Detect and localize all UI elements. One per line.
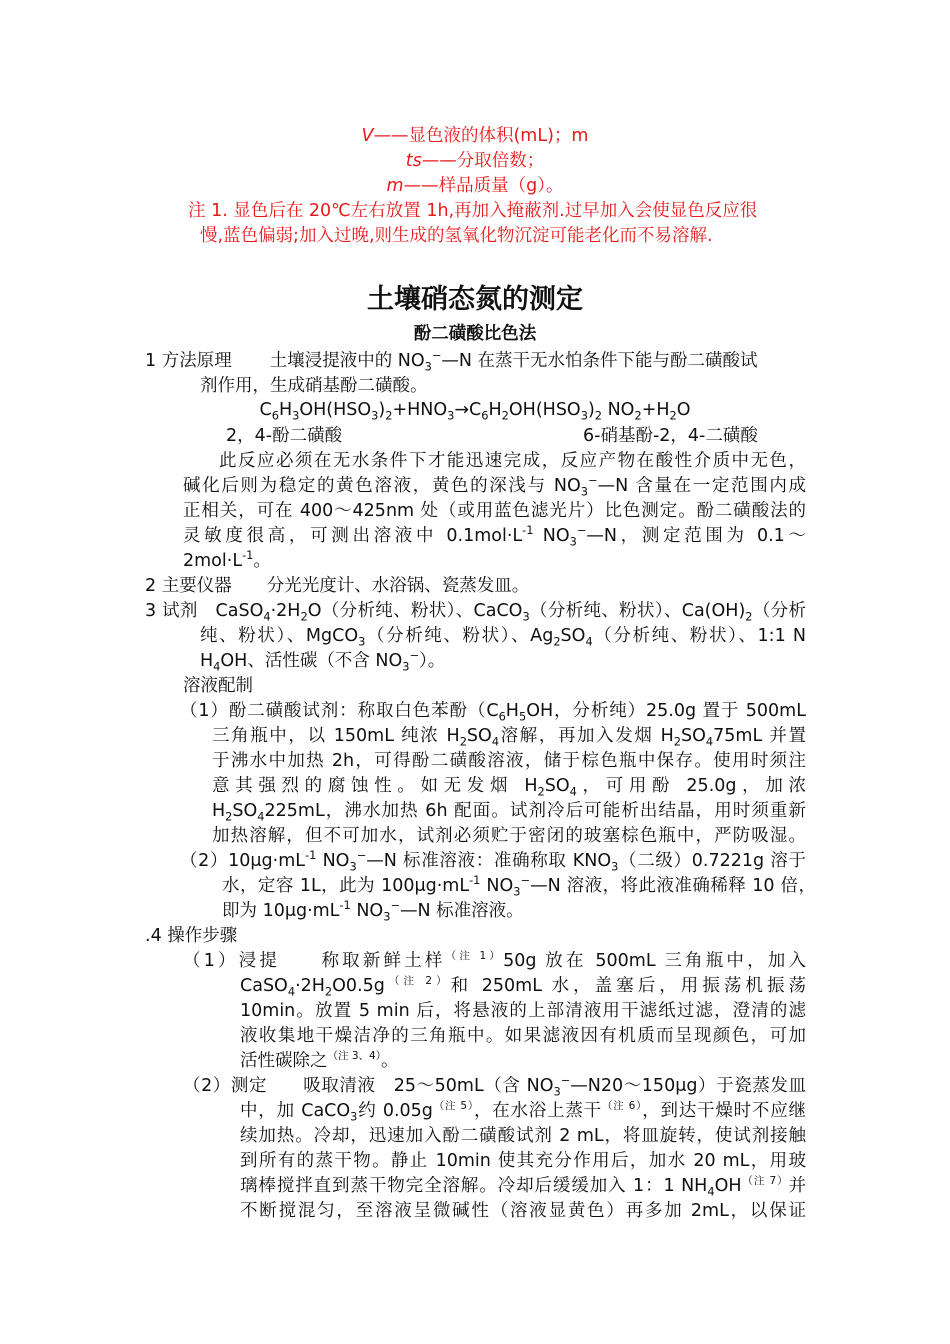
section-3-line-2: 纯、粉状）、MgCO$_3$（分析纯、粉状）、$Ag_2SO_4$（分析纯、粉状）、1:1 N: [200, 626, 806, 649]
m-definition: m——样品质量（g）。: [386, 176, 564, 196]
product-label: 6-硝基酚-2，4-二磺酸: [583, 426, 758, 446]
section-2-instruments: 2 主要仪器 分光光度计、水浴锅、瓷蒸发皿。: [145, 576, 530, 596]
section-1-line-2: 剂作用，生成硝基酚二磺酸。: [200, 376, 428, 396]
step-2-line-1: （2）测定 吸取清液 25～50mL（含 $NO_3^-—N20\sim 150\mu g$）于瓷蒸发皿: [183, 1073, 806, 1099]
reagent-1-line-4: 意其强烈的腐蚀性。如无发烟 $H_2SO_4$，可用酚 25.0g，加浓: [212, 776, 806, 799]
step-2-line-3: 续加热。冷却，迅速加入酚二磺酸试剂 2 mL，将皿旋转，使试剂接触: [240, 1126, 806, 1146]
solution-prep-heading: 溶液配制: [183, 676, 253, 696]
principle-paragraph-line-5: $2mol\cdot L^{-1}$。: [183, 548, 271, 571]
step-1-line-2: $CaSO_4\cdot 2H_2O0.5g^{(注 2)}$和 250mL 水，盖塞后，用振荡机振荡: [240, 975, 806, 999]
section-3-line-1: 3 试剂 $CaSO_4\cdot 2H_2O$（分析纯、粉状）、CaCO$_3$（分析纯、粉状）、$Ca(OH)_2$（分析: [145, 601, 807, 624]
step-1-line-3: 10min。放置 5 min 后，将悬液的上部清液用干滤纸过滤，澄清的滤: [240, 1001, 806, 1021]
reagent-1-line-2: 三角瓶中，以 150mL 纯浓 $H_2SO_4$溶解，再加入发烟 $H_2SO_475mL$ 并置: [212, 726, 806, 749]
reagent-1-line-3: 于沸水中加热 2h，可得酚二磺酸溶液，储于棕色瓶中保存。使用时须注: [212, 751, 806, 771]
note-1-line-2: 慢,蓝色偏弱;加入过晚,则生成的氢氧化物沉淀可能老化而不易溶解.: [200, 226, 713, 246]
reagent-2-line-2: 水，定容 1L，此为 $100\mu g\cdot mL^{-1}$ $NO_3^-—N$ 溶液，将此液准确稀释 10 倍，: [222, 873, 816, 899]
step-1-line-1: （1）浸提 称取新鲜土样$^{(注 1)}$50g 放在 500mL 三角瓶中，加入: [183, 950, 806, 971]
principle-paragraph-line-1: 此反应必须在无水条件下才能迅速完成，反应产物在酸性介质中无色，: [219, 451, 806, 471]
principle-paragraph-line-2: 碱化后则为稳定的黄色溶液，黄色的深浅与 $NO_3^-—N$ 含量在一定范围内成: [183, 473, 807, 499]
reagent-1-line-5: $H_2SO_4225mL$，沸水加热 6h 配面。试剂冷后可能析出结晶，用时须重新: [212, 801, 806, 824]
reagent-1-line-6: 加热溶解，但不可加水，试剂必须贮于密闭的玻塞棕色瓶中，严防吸湿。: [212, 826, 806, 846]
page-title: 土壤硝态氮的测定: [367, 284, 583, 315]
principle-paragraph-line-3: 正相关，可在 400～425nm 处（或用蓝色滤光片）比色测定。酚二磺酸法的: [183, 501, 806, 521]
ts-definition: ts——分取倍数；: [405, 151, 545, 171]
v-definition: V——显色液的体积(mL)；m: [361, 126, 589, 146]
reactant-label: 2，4-酚二磺酸: [226, 426, 343, 446]
step-2-line-4: 到所有的蒸干物。静止 10min 使其充分作用后，加水 20 mL，用玻: [240, 1151, 806, 1171]
section-3-line-3: $H_4OH$、活性碳（不含 $NO_3^-$）。: [200, 648, 446, 674]
principle-paragraph-line-4: 灵敏度很高，可测出溶液中 $0.1mol\cdot L^{-1}$ $NO_3^-—N$，测定范围为 0.1～: [183, 523, 806, 549]
method-subtitle: 酚二磺酸比色法: [413, 324, 537, 344]
step-2-line-5: 璃棒搅拌直到蒸干物完全溶解。冷却后缓缓加入 1：1 $NH_4OH^{(注 7)}$并: [240, 1175, 806, 1199]
section-4-heading: .4 操作步骤: [145, 926, 238, 946]
step-2-line-6: 不断搅混匀，至溶液呈微碱性（溶液显黄色）再多加 2mL，以保证: [240, 1201, 806, 1221]
reagent-2-line-3: 即为 $10\mu g\cdot mL^{-1}$ $NO_3^-—N$ 标准溶液。: [222, 898, 524, 924]
step-2-line-2: 中，加 CaCO$_3$约 0.05g$^{(注 5)}$，在水浴上蒸干$^{(注 6)}$，到达干燥时不应继: [240, 1100, 807, 1124]
reaction-equation: $C_6H_3OH(HSO_3)_2+HNO_3\to C_6H_2OH(HSO_3)_2$ $NO_2+H_2O$: [259, 400, 691, 423]
section-1-line-1: 1 方法原理 土壤浸提液中的 $NO_3^-—N$ 在蒸干无水怕条件下能与酚二磺酸试: [145, 348, 758, 374]
reagent-2-line-1: $(2)10\mu g\cdot mL^{-1}$ $NO_3^-—N$ 标准溶液：准确称取 $KNO_3$（二级）0.7221g 溶于: [180, 848, 806, 874]
step-1-line-4: 液收集地干燥洁净的三角瓶中。如果滤液因有机质而呈现颜色，可加: [240, 1026, 806, 1046]
note-1-line-1: 注 1. 显色后在 20℃左右放置 1h,再加入掩蔽剂.过早加入会使显色反应很: [188, 201, 758, 221]
step-1-line-5: 活性碳除之$^{(注 3、4)}$。: [240, 1050, 399, 1071]
reagent-1-line-1: （1）酚二磺酸试剂：称取白色苯酚（$C_6H_5OH$，分析纯）25.0g 置于 500mL: [180, 701, 806, 724]
